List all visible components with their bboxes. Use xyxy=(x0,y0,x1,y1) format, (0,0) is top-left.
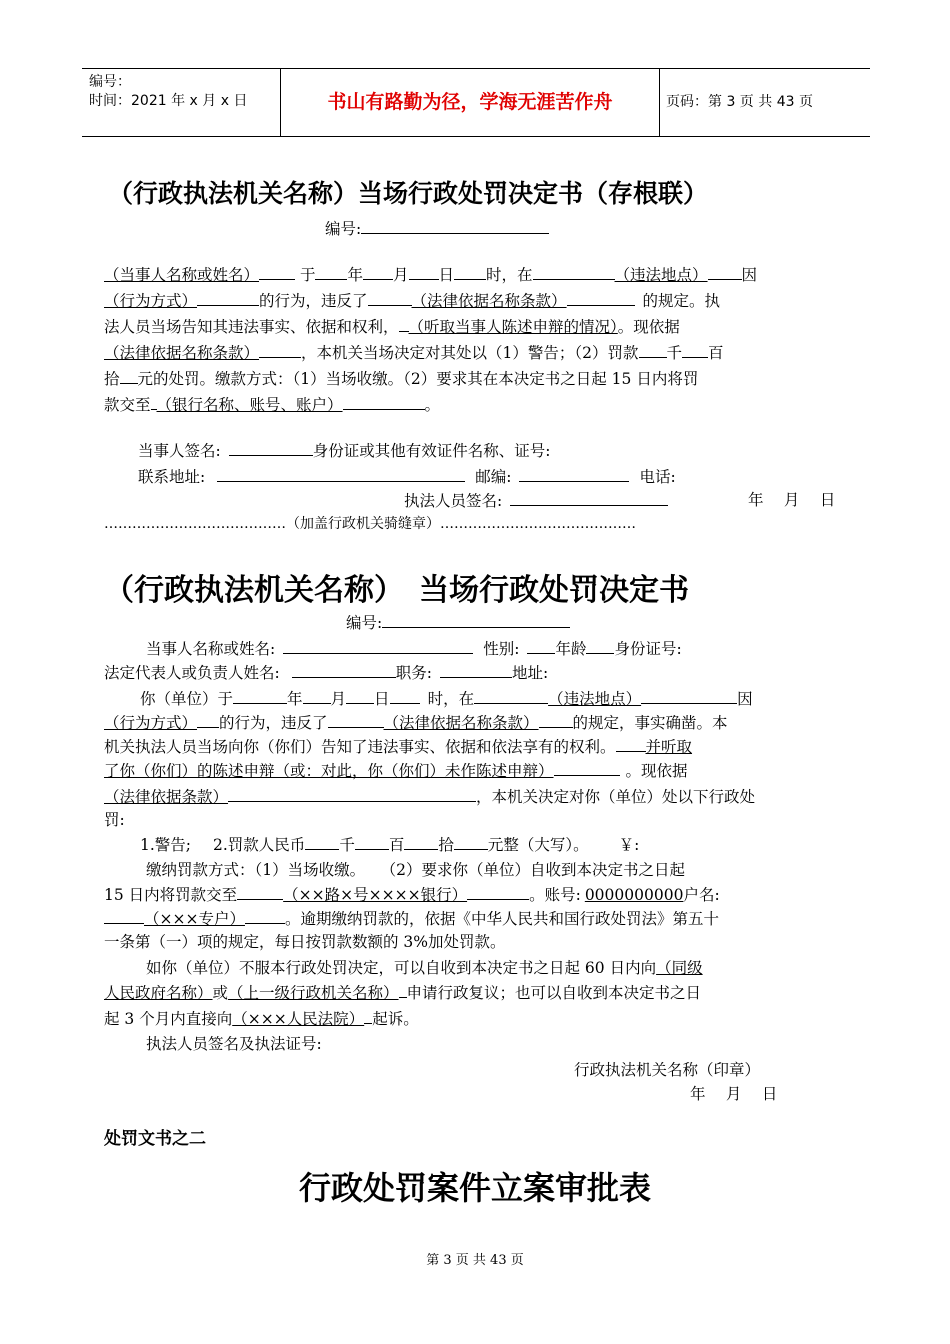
stub-law: （法律依据名称条款） xyxy=(411,292,567,310)
stub-postcode-field[interactable] xyxy=(519,464,629,482)
stub-text: 拾 xyxy=(104,370,120,388)
decision-text: 百 xyxy=(388,836,405,854)
decision-line-2 xyxy=(104,710,728,734)
age-label: 年龄 xyxy=(555,640,587,658)
decision-text: 如你（单位）不服本行政处罚决定，可以自收到本决定书之日起 60 日内向 xyxy=(146,959,657,977)
seal-line: …………………………………（加盖行政机关骑缝章）…………………………………… xyxy=(104,516,636,532)
stub-line-1 xyxy=(104,262,757,286)
payment-line-1: 缴纳罚款方式：（1）当场收缴。 （2）要求你（单位）自收到本决定书之日起 xyxy=(146,861,685,879)
section-title: 行政处罚案件立案审批表 xyxy=(298,1169,651,1207)
section-label: 处罚文书之二 xyxy=(104,1129,206,1149)
decision-number-field xyxy=(382,610,570,628)
stub-party-signature-field[interactable] xyxy=(229,438,313,456)
stub-line-3 xyxy=(104,314,680,338)
appeal-government-continued: 人民政府名称） xyxy=(104,984,213,1002)
yen-label: ￥: xyxy=(618,836,640,854)
header-motto: 书山有路勤为径，学海无涯苦作舟 xyxy=(327,91,613,113)
header-divider xyxy=(280,69,281,136)
stub-text: 法人员当场告知其违法事实、依据和权利， xyxy=(104,318,399,336)
stub-text: 元的处罚。缴款方式：（1）当场收缴。（2）要求其在本决定书之日起 15 日内将罚 xyxy=(137,370,699,388)
party-name-label: 当事人名称或姓名: xyxy=(146,640,276,658)
decision-listen-continued: 了你（你们）的陈述申辩（或：对此，你（你们）未作陈述申辩） xyxy=(104,762,554,780)
decision-text: 日 xyxy=(374,690,390,708)
appeal-government: （同级 xyxy=(656,959,703,977)
decision-text: 申请行政复议；也可以自收到本决定书之日 xyxy=(406,984,702,1002)
stub-line-4 xyxy=(104,340,724,364)
position-field[interactable] xyxy=(440,660,512,678)
stub-text: 日 xyxy=(438,266,455,284)
decision-place: （违法地点） xyxy=(548,690,642,708)
decision-text: ，本机关决定对你（单位）处以下行政处 xyxy=(476,788,756,806)
stub-postcode-label: 邮编: xyxy=(475,468,512,486)
penalty-warning: 1.警告; xyxy=(140,836,192,854)
account-label: 。账号: xyxy=(529,886,581,904)
stub-text: 。现依据 xyxy=(617,318,680,336)
header-meta xyxy=(89,73,247,111)
decision-text: 的规定，事实确凿。本 xyxy=(572,714,728,732)
legal-rep-field[interactable] xyxy=(292,660,396,678)
age-field[interactable] xyxy=(586,636,614,654)
party-name-field[interactable] xyxy=(283,636,473,654)
legal-rep-line xyxy=(104,660,548,684)
decision-text: 千 xyxy=(339,836,355,854)
stub-text: 因 xyxy=(741,266,758,284)
decision-text: 月 xyxy=(330,690,347,708)
account-name-label: 户名: xyxy=(683,886,720,904)
stub-officer-line xyxy=(404,488,668,512)
decision-text: 。逾期缴纳罚款的，依据《中华人民共和国行政处罚法》第五十 xyxy=(284,910,719,928)
decision-number-label: 编号: xyxy=(346,614,383,632)
stub-line-2 xyxy=(104,288,720,312)
stub-contact-line xyxy=(138,464,676,488)
decision-text: 起诉。 xyxy=(372,1010,419,1028)
penalty-items xyxy=(140,832,639,856)
position-label: 职务: xyxy=(395,664,432,682)
decision-text: 。现依据 xyxy=(625,762,688,780)
decision-title: （行政执法机关名称） 当场行政处罚决定书 xyxy=(104,573,689,608)
decision-text: 起 3 个月内直接向 xyxy=(104,1010,233,1028)
page-footer: 第 3 页 共 43 页 xyxy=(426,1253,524,1268)
gender-label: 性别: xyxy=(483,640,520,658)
decision-text: 的行为，违反了 xyxy=(219,714,328,732)
header-number: 编号： xyxy=(89,74,131,90)
stub-text: 百 xyxy=(708,344,724,362)
decision-line-4 xyxy=(104,758,688,782)
appeal-line-2 xyxy=(104,980,701,1004)
decision-text: 或 xyxy=(212,984,229,1002)
payment-bank: （××路×号××××银行） xyxy=(283,886,468,904)
stub-bank: （银行名称、账号、账户） xyxy=(156,396,343,414)
party-info-line xyxy=(146,636,682,660)
page-header xyxy=(82,68,870,137)
payment-line-4: 一条第（一）项的规定，每日按罚款数额的 3%加处罚款。 xyxy=(104,933,506,951)
header-date: 时间：2021 年 x 月 x 日 xyxy=(89,93,248,109)
gender-field[interactable] xyxy=(527,636,555,654)
stub-party-signature-label: 当事人签名: xyxy=(138,442,221,460)
decision-law: （法律依据名称条款） xyxy=(383,714,539,732)
penalty-fine: 2.罚款人民币 xyxy=(213,836,306,854)
stub-phone-label: 电话: xyxy=(639,468,676,486)
address-label: 地址: xyxy=(511,664,549,682)
decision-text: 年 xyxy=(287,690,303,708)
legal-rep-label: 法定代表人或负责人姓名: xyxy=(104,664,280,682)
decision-text: 你（单位）于 xyxy=(140,690,234,708)
stub-number-field xyxy=(361,216,549,234)
appeal-court: （×××人民法院） xyxy=(232,1010,365,1028)
stub-line-6 xyxy=(104,392,440,416)
decision-text: 因 xyxy=(737,690,753,708)
header-divider xyxy=(659,69,660,136)
decision-text: 拾 xyxy=(438,836,454,854)
decision-number xyxy=(346,610,570,634)
stub-party: （当事人名称或姓名） xyxy=(104,266,260,284)
decision-text: 机关执法人员当场向你（你们）告知了违法事实、依据和依法享有的权利。 xyxy=(104,738,616,756)
stub-way: （行为方式） xyxy=(104,292,198,310)
stub-text: ，本机关当场决定对其处以（1）警告；（2）罚款 xyxy=(301,344,639,362)
decision-date: 年 月 日 xyxy=(690,1085,778,1103)
stub-title: （行政执法机关名称）当场行政处罚决定书（存根联） xyxy=(108,179,709,208)
stub-line-5 xyxy=(104,366,698,390)
stub-text: 于 xyxy=(299,266,316,284)
header-page-info: 页码：第 3 页 共 43 页 xyxy=(666,94,813,110)
decision-listen: 并听取 xyxy=(645,738,693,756)
stub-law-basis: （法律依据名称条款） xyxy=(104,344,260,362)
stub-text: 的规定。执 xyxy=(642,292,721,310)
agency-seal: 行政执法机关名称（印章） xyxy=(574,1061,761,1079)
account-number: 0000000000 xyxy=(584,886,684,904)
stub-listen: （听取当事人陈述申辩的情况） xyxy=(408,318,618,336)
stub-text: 的行为，违反了 xyxy=(259,292,368,310)
stub-number xyxy=(325,216,549,240)
stub-id-label: 身份证或其他有效证件名称、证号: xyxy=(312,442,551,460)
stub-date: 年 月 日 xyxy=(748,491,836,509)
decision-line-3 xyxy=(104,734,692,758)
stub-text: 时，在 xyxy=(486,266,533,284)
stub-address-field[interactable] xyxy=(217,464,465,482)
stub-text: 。 xyxy=(424,396,441,414)
account-name: （×××专户） xyxy=(144,910,245,928)
decision-text: 元整（大写）。 xyxy=(487,836,589,854)
appeal-line-3 xyxy=(104,1006,419,1030)
stub-text: 年 xyxy=(347,266,363,284)
decision-law-basis: （法律依据条款） xyxy=(104,788,229,806)
decision-line-5 xyxy=(104,784,755,808)
stub-text: 千 xyxy=(666,344,683,362)
appeal-upper-agency: （上一级行政机关名称） xyxy=(228,984,399,1002)
decision-text: 时，在 xyxy=(427,690,475,708)
stub-text: 款交至 xyxy=(104,396,151,414)
stub-number-label: 编号: xyxy=(325,220,362,238)
decision-officer-signature: 执法人员签名及执法证号: xyxy=(146,1035,322,1053)
stub-place: （违法地点） xyxy=(614,266,708,284)
id-label: 身份证号: xyxy=(614,640,682,658)
decision-line-1 xyxy=(140,686,753,710)
stub-address-label: 联系地址: xyxy=(138,468,206,486)
decision-text: 15 日内将罚款交至 xyxy=(104,886,238,904)
stub-text: 月 xyxy=(392,266,409,284)
stub-signature-line xyxy=(138,438,550,462)
stub-officer-field[interactable] xyxy=(510,488,668,506)
payment-line-2 xyxy=(104,882,720,906)
payment-line-3 xyxy=(104,906,719,930)
stub-officer-label: 执法人员签名: xyxy=(404,492,503,510)
decision-line-6: 罚: xyxy=(104,811,125,829)
decision-way: （行为方式） xyxy=(104,714,198,732)
appeal-line-1 xyxy=(146,956,703,980)
